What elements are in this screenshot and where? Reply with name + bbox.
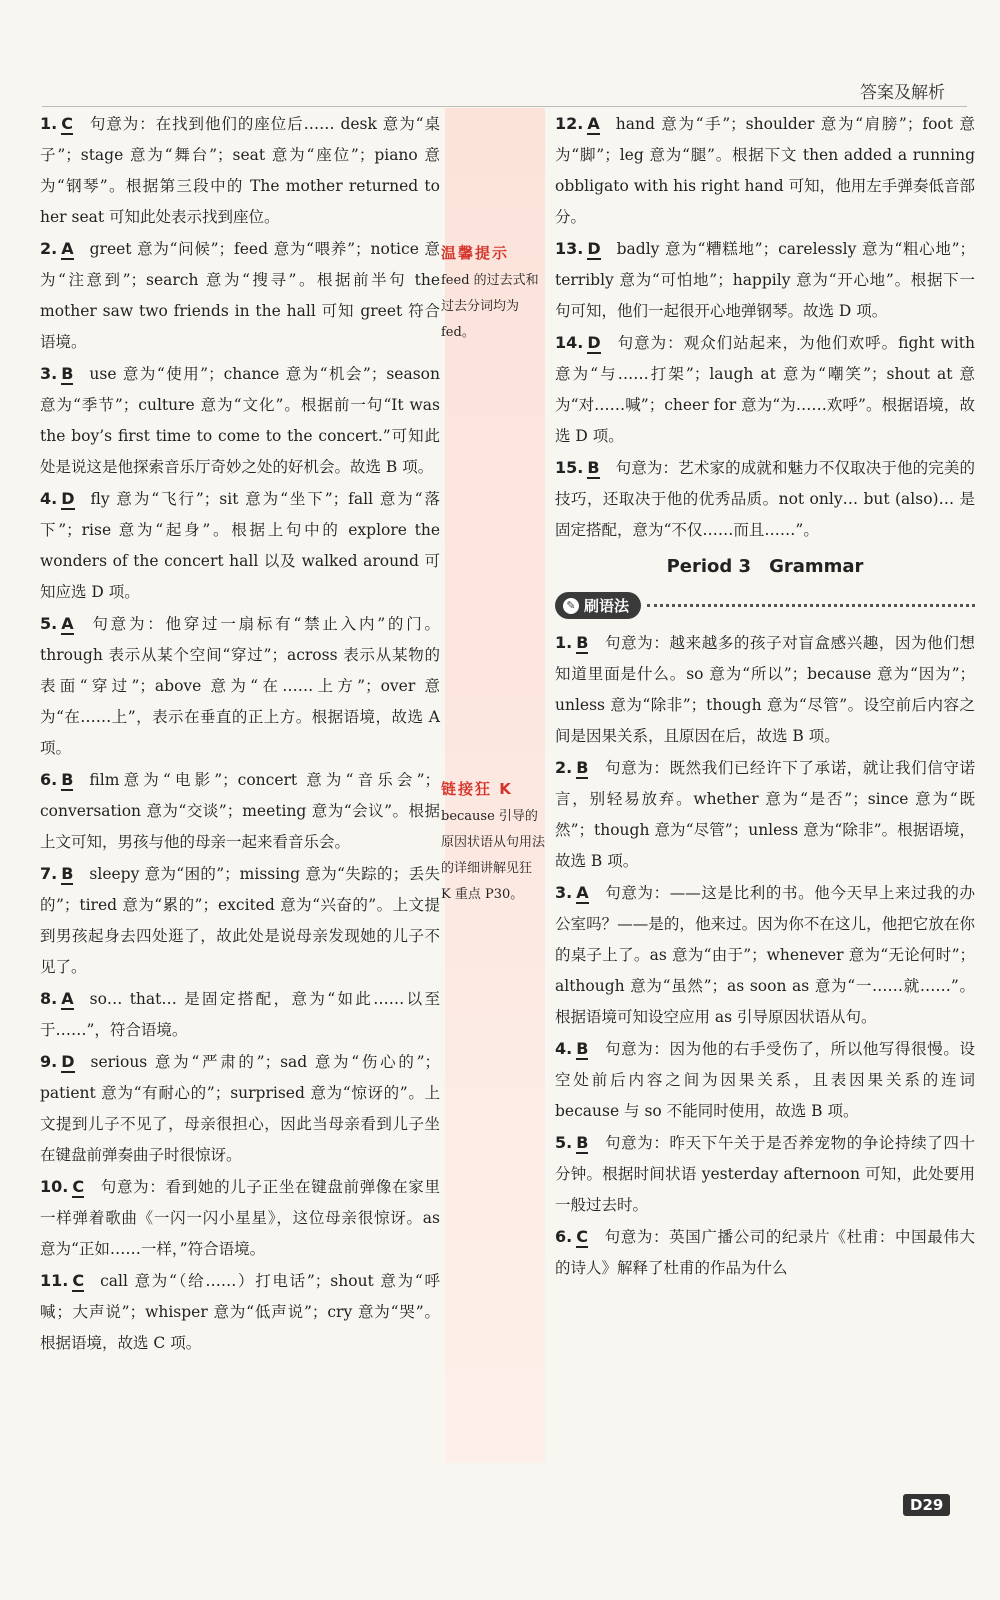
item-answer: C [72,1177,85,1196]
item-explanation: hand 意为“手”；shoulder 意为“肩膀”；foot 意为“脚”；leg 意为“腿”。根据下文 then added a running obbligato with his right hand 可知，他用左手弹奏低音部分。 [555,115,975,226]
answer-item [40,608,440,764]
item-answer: B [61,770,74,789]
section-title: Period 3 Grammar [666,556,864,577]
item-number: 11. [40,1271,69,1290]
item-answer: D [61,489,75,508]
item-number: 6. [555,1227,573,1246]
item-answer: D [61,1052,75,1071]
answer-item [555,627,975,752]
right-items-b [555,627,975,1284]
section-label-badge [555,592,641,619]
item-answer: B [576,1133,589,1152]
item-explanation: 句意为：在找到他们的座位后…… desk 意为“桌子”；stage 意为“舞台”；seat 意为“座位”；piano 意为“钢琴”。根据第三段中的 The mother returned to her seat 可知此处表示找到座位。 [40,115,440,226]
tip-note-text: feed 的过去式和过去分词均为 fed。 [441,273,539,340]
link-note-title: 链接狂 K [441,780,513,798]
item-explanation: badly 意为“糟糕地”；carelessly 意为“粗心地”；terribly 意为“可怕地”；happily 意为“开心地”。根据下一句可知，他们一起很开心地弹钢琴。故选 D 项。 [555,240,975,320]
item-number: 3. [555,883,573,902]
answer-item [40,358,440,483]
answer-item [40,1046,440,1171]
item-answer: B [576,1039,589,1058]
item-number: 14. [555,333,584,352]
link-note-text: because 引导的原因状语从句用法的详细讲解见狂 K 重点 P30。 [441,809,546,902]
answer-item [40,764,440,858]
answer-item [555,1033,975,1127]
item-answer: C [72,1271,85,1290]
item-answer: C [61,114,73,133]
item-explanation: serious 意为“严肃的”；sad 意为“伤心的”；patient 意为“有耐心的”；surprised 意为“惊讶的”。上文提到儿子不见了，母亲很担心，因此当母亲看到儿子坐在键盘前弹奏曲子时很惊讶。 [40,1053,440,1164]
item-explanation: call 意为“（给……）打电话”；shout 意为“呼喊；大声说”；whisper 意为“低声说”；cry 意为“哭”。根据语境，故选 C 项。 [40,1272,440,1352]
page-header: 答案及解析 [860,83,945,103]
item-number: 4. [555,1039,573,1058]
link-note [441,776,545,908]
item-number: 10. [40,1177,69,1196]
item-explanation: greet 意为“问候”；feed 意为“喂养”；notice 意为“注意到”；search 意为“搜寻”。根据前半句 the mother saw two friends in the hall 可知 greet 符合语境。 [40,240,440,351]
pen-icon: ✎ [563,598,579,614]
item-answer: B [576,758,589,777]
item-explanation: 句意为：因为他的右手受伤了，所以他写得很慢。设空处前后内容之间为因果关系，且表因果关系的连词 because 与 so 不能同时使用，故选 B 项。 [555,1040,975,1120]
answer-item [555,108,975,233]
item-number: 12. [555,114,584,133]
item-answer: C [576,1227,588,1246]
answer-item [555,1221,975,1284]
dotted-divider [647,604,975,607]
item-number: 5. [555,1133,573,1152]
answer-item [40,108,440,233]
item-number: 2. [40,239,58,258]
item-explanation: 句意为：英国广播公司的纪录片《杜甫：中国最伟大的诗人》解释了杜甫的作品为什么 [555,1228,975,1277]
answer-item [555,752,975,877]
item-number: 8. [40,989,58,1008]
page-number: D29 [903,1494,950,1516]
item-answer: A [587,114,600,133]
item-explanation: 句意为：既然我们已经许下了承诺，就让我们信守诺言，别轻易放弃。whether 意为“是否”；since 意为“既然”；though 意为“尽管”；unless 意为“除非”。根据语境，故选 B 项。 [555,759,975,870]
answer-item [555,327,975,452]
item-answer: A [61,614,74,633]
item-answer: A [576,883,589,902]
item-answer: D [587,333,601,352]
item-number: 9. [40,1052,58,1071]
right-items-a [555,108,975,546]
answer-item [555,452,975,546]
item-explanation: 句意为：他穿过一扇标有“禁止入内”的门。through 表示从某个空间“穿过”；across 表示从某物的表面“穿过”；above 意为“在……上方”；over 意为“在……上”，表示在垂直的正上方。根据语境，故选 A 项。 [40,615,440,757]
answer-item [40,983,440,1046]
answer-item [40,1171,440,1265]
tip-note [441,240,545,346]
item-number: 13. [555,239,584,258]
section-label: 刷语法 [584,597,630,615]
item-number: 2. [555,758,573,777]
item-number: 15. [555,458,584,477]
item-answer: B [587,458,600,477]
item-number: 6. [40,770,58,789]
right-column [555,108,975,1284]
answer-item [555,877,975,1033]
item-explanation: 句意为：看到她的儿子正坐在键盘前弹像在家里一样弹着歌曲《一闪一闪小星星》，这位母亲很惊讶。as 意为“正如……一样，”符合语境。 [40,1178,440,1258]
item-explanation: so… that… 是固定搭配，意为“如此……以至于……”，符合语境。 [40,990,440,1039]
item-explanation: sleepy 意为“困的”；missing 意为“失踪的；丢失的”；tired 意为“累的”；excited 意为“兴奋的”。上文提到男孩起身去四处逛了，故此处是说母亲发现她的儿子不见了。 [40,865,440,976]
header-divider [42,106,967,107]
item-number: 1. [555,633,573,652]
item-explanation: film意为“电影”；concert 意为“音乐会”；conversation 意为“交谈”；meeting 意为“会议”。根据上文可知，男孩与他的母亲一起来看音乐会。 [40,771,440,851]
item-answer: D [587,239,601,258]
tip-note-title: 温馨提示 [441,244,510,262]
item-answer: A [61,239,74,258]
item-explanation: 句意为：越来越多的孩子对盲盒感兴趣，因为他们想知道里面是什么。so 意为“所以”；because 意为“因为”；unless 意为“除非”；though 意为“尽管”。设空前后内容之间是因果关系，且原因在后，故选 B 项。 [555,634,975,745]
item-number: 5. [40,614,58,633]
section-label-row [555,592,975,619]
left-column [40,108,440,1359]
answer-item [40,1265,440,1359]
item-answer: B [61,864,74,883]
item-explanation: 句意为：艺术家的成就和魅力不仅取决于他的完美的技巧，还取决于他的优秀品质。not only… but (also)… 是固定搭配，意为“不仅……而且……”。 [555,459,975,539]
item-explanation: 句意为：观众们站起来，为他们欢呼。fight with 意为“与……打架”；laugh at 意为“嘲笑”；shout at 意为“对……喊”；cheer for 意为“为……欢呼”。根据语境，故选 D 项。 [555,334,975,445]
answer-item [555,1127,975,1221]
item-number: 3. [40,364,58,383]
item-explanation: use 意为“使用”；chance 意为“机会”；season 意为“季节”；culture 意为“文化”。根据前一句“It was the boy’s first time to come to the concert.”可知此处是说这是他探索音乐厅奇妙之处的好机会。故选 B 项。 [40,365,440,476]
item-answer: B [576,633,589,652]
item-answer: A [61,989,74,1008]
item-number: 4. [40,489,58,508]
item-explanation: 句意为：昨天下午关于是否养宠物的争论持续了四十分钟。根据时间状语 yesterday afternoon 可知，此处要用一般过去时。 [555,1134,975,1214]
answer-item [40,233,440,358]
item-number: 1. [40,114,58,133]
item-answer: B [61,364,74,383]
item-explanation: 句意为：——这是比利的书。他今天早上来过我的办公室吗？——是的，他来过。因为你不在这儿，他把它放在你的桌子上了。as 意为“由于”；whenever 意为“无论何时”；although 意为“虽然”；as soon as 意为“一……就……”。根据语境可知设空应用 as 引导原因状语从句。 [555,884,975,1026]
answer-item [40,858,440,983]
item-explanation: fly 意为“飞行”；sit 意为“坐下”；fall 意为“落下”；rise 意为“起身”。根据上句中的 explore the wonders of the concert hall 以及 walked around 可知应选 D 项。 [40,490,440,601]
answer-item [555,233,975,327]
answer-item [40,483,440,608]
item-number: 7. [40,864,58,883]
